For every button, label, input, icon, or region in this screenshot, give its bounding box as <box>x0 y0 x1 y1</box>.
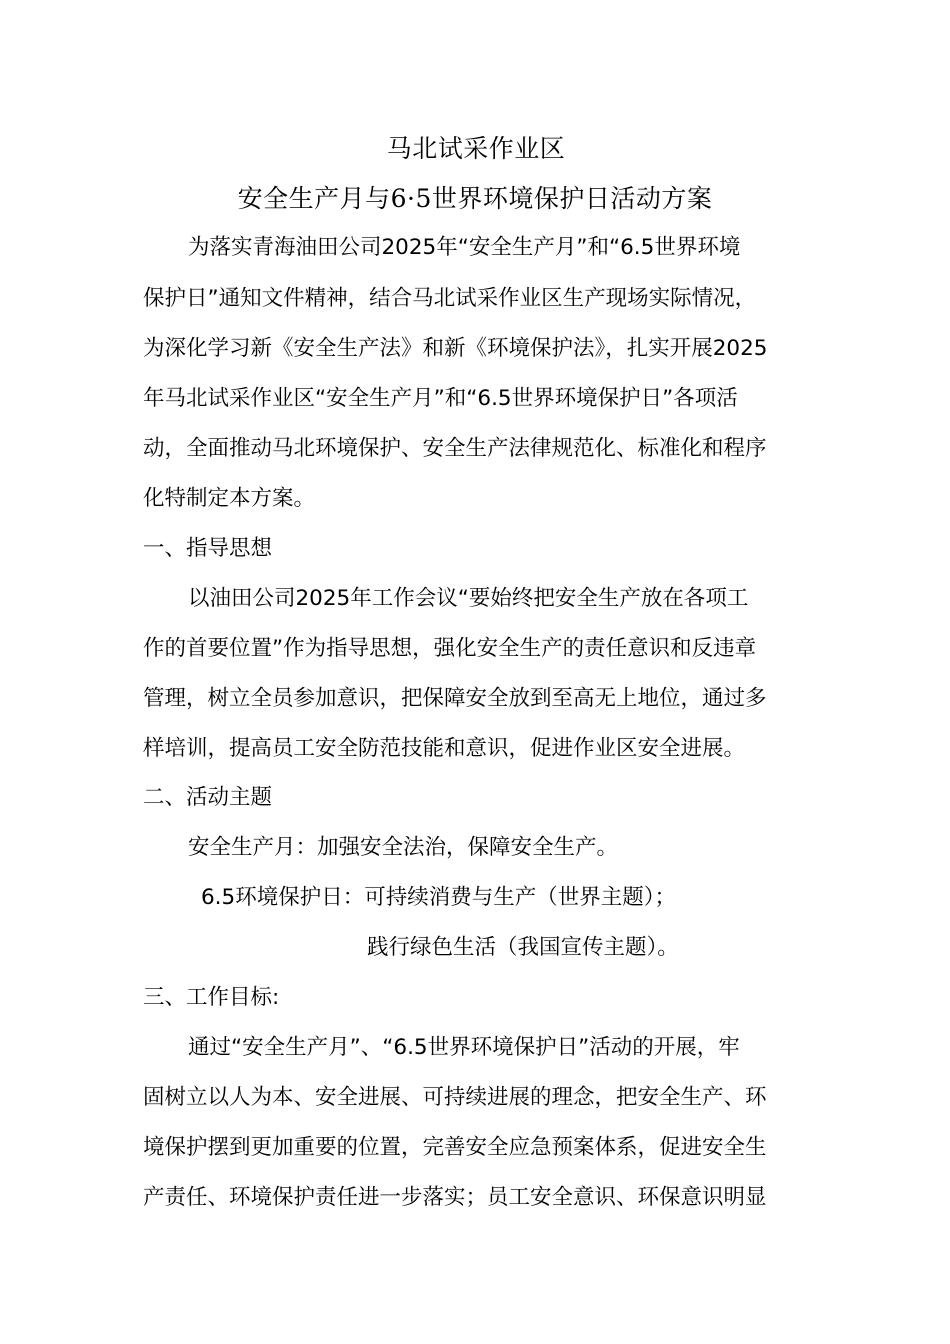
section-3-line-3: 境保护摆到更加重要的位置，完善安全应急预案体系，促进安全生 <box>143 1135 767 1160</box>
section-3-line-4: 产责任、环境保护责任进一步落实；员工安全意识、环保意识明显 <box>143 1185 767 1210</box>
section-2-heading: 二、活动主题 <box>143 785 273 810</box>
document-title: 马北试采作业区 <box>386 134 566 163</box>
section-1-line-2: 作的首要位置”作为指导思想，强化安全生产的责任意识和反违章 <box>143 636 757 661</box>
section-3-line-1: 通过“安全生产月”、“6.5世界环境保护日”活动的开展，牢 <box>188 1035 740 1060</box>
section-3-line-2: 固树立以人为本、安全进展、可持续进展的理念，把安全生产、环 <box>143 1085 767 1110</box>
intro-line-5: 动，全面推动马北环境保护、安全生产法律规范化、标准化和程序 <box>143 436 767 461</box>
intro-line-2: 保护日”通知文件精神，结合马北试采作业区生产现场实际情况， <box>143 286 757 311</box>
intro-line-3: 为深化学习新《安全生产法》和新《环境保护法》，扎实开展2025 <box>143 336 768 361</box>
intro-line-4: 年马北试采作业区“安全生产月”和“6.5世界环境保护日”各项活 <box>143 386 738 411</box>
intro-line-1: 为落实青海油田公司2025年“安全生产月”和“6.5世界环境 <box>188 235 741 260</box>
section-1-heading: 一、指导思想 <box>143 536 273 561</box>
section-2-line-3: 践行绿色生活（我国宣传主题）。 <box>367 935 679 960</box>
document-subtitle: 安全生产月与6·5世界环境保护日活动方案 <box>237 184 713 213</box>
section-1-line-3: 管理，树立全员参加意识，把保障安全放到至高无上地位，通过多 <box>143 686 767 711</box>
section-3-heading: 三、工作目标: <box>143 985 280 1010</box>
section-2-line-2: 6.5环境保护日：可持续消费与生产（世界主题）； <box>201 885 676 910</box>
section-2-line-1: 安全生产月：加强安全法治，保障安全生产。 <box>188 835 619 860</box>
section-1-line-4: 样培训，提高员工安全防范技能和意识，促进作业区安全进展。 <box>143 736 746 761</box>
intro-line-6: 化特制定本方案。 <box>143 486 316 511</box>
section-1-line-1: 以油田公司2025年工作会议“要始终把安全生产放在各项工 <box>188 586 749 611</box>
